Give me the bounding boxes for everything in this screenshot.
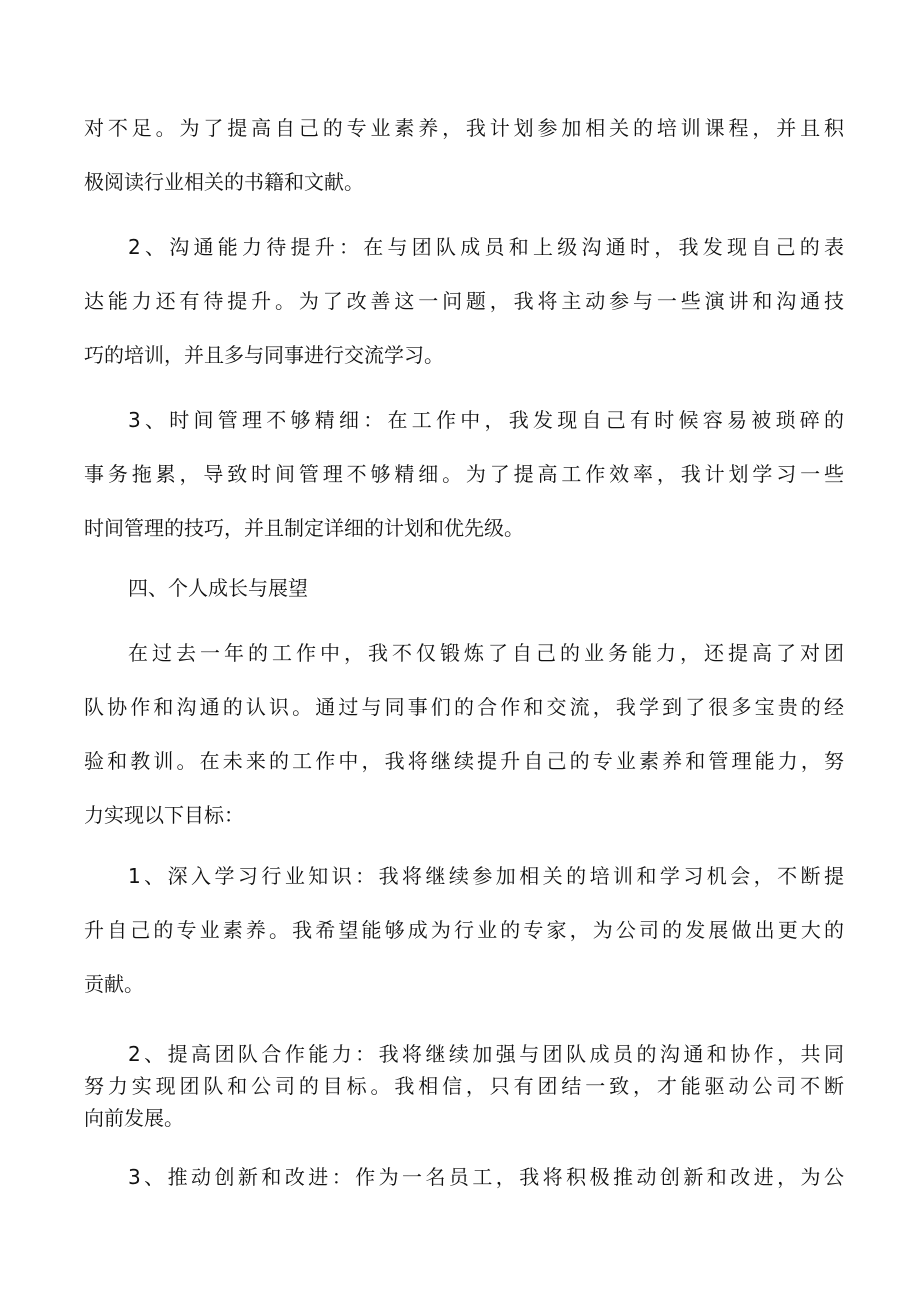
section-heading: 四、个人成长与展望 xyxy=(128,576,308,600)
list-item-line: 向前发展。 xyxy=(84,1106,184,1130)
list-item-line: 达能力还有待提升。为了改善这一问题，我将主动参与一些演讲和沟通技 xyxy=(84,289,844,313)
list-item-line: 事务拖累，导致时间管理不够精细。为了提高工作效率，我计划学习一些 xyxy=(84,462,844,486)
list-item-line: 2、提高团队合作能力：我将继续加强与团队成员的沟通和协作，共同 xyxy=(128,1042,844,1066)
list-item-line: 1、深入学习行业知识：我将继续参加相关的培训和学习机会，不断提 xyxy=(128,864,844,888)
list-item-line: 努力实现团队和公司的目标。我相信，只有团结一致，才能驱动公司不断 xyxy=(84,1074,844,1098)
paragraph-line: 极阅读行业相关的书籍和文献。 xyxy=(84,170,364,194)
list-item-line: 巧的培训，并且多与同事进行交流学习。 xyxy=(84,343,444,367)
list-item-line: 时间管理的技巧，并且制定详细的计划和优先级。 xyxy=(84,516,524,540)
list-item-line: 2、沟通能力待提升：在与团队成员和上级沟通时，我发现自己的表 xyxy=(128,235,844,259)
paragraph-line: 队协作和沟通的认识。通过与同事们的合作和交流，我学到了很多宝贵的经 xyxy=(84,695,844,719)
list-item-line: 3、推动创新和改进：作为一名员工，我将积极推动创新和改进，为公 xyxy=(128,1165,844,1189)
paragraph-line: 力实现以下目标： xyxy=(84,803,244,827)
list-item-line: 贡献。 xyxy=(84,972,144,996)
list-item-line: 升自己的专业素养。我希望能够成为行业的专家，为公司的发展做出更大的 xyxy=(84,918,844,942)
paragraph-line: 对不足。为了提高自己的专业素养，我计划参加相关的培训课程，并且积 xyxy=(84,116,844,140)
list-item-line: 3、时间管理不够精细：在工作中，我发现自己有时候容易被琐碎的 xyxy=(128,408,844,432)
paragraph-line: 在过去一年的工作中，我不仅锻炼了自己的业务能力，还提高了对团 xyxy=(128,641,844,665)
paragraph-line: 验和教训。在未来的工作中，我将继续提升自己的专业素养和管理能力，努 xyxy=(84,749,844,773)
